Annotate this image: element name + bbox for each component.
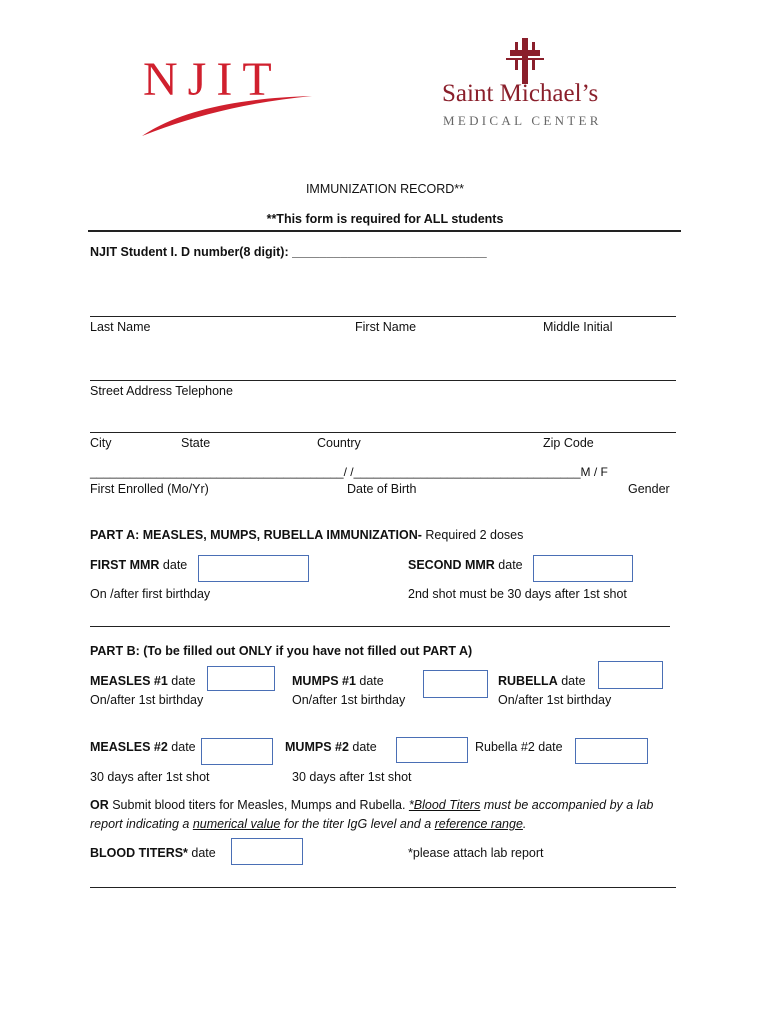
first-enrolled-label: First Enrolled (Mo/Yr) xyxy=(90,482,209,496)
mumps-1-label: MUMPS #1 date xyxy=(292,674,384,688)
rubella-2-label: Rubella #2 date xyxy=(475,740,563,754)
zip-code-label: Zip Code xyxy=(543,436,594,450)
mumps-2-date-input[interactable] xyxy=(396,737,468,763)
second-mmr-label: SECOND MMR date xyxy=(408,558,523,572)
divider xyxy=(88,230,681,232)
measles-1-date-input[interactable] xyxy=(207,666,275,691)
attach-lab-report-note: *please attach lab report xyxy=(408,846,544,860)
measles-1-label: MEASLES #1 date xyxy=(90,674,196,688)
last-name-label: Last Name xyxy=(90,320,151,334)
form-subtitle: **This form is required for ALL students xyxy=(266,212,504,226)
rubella-1-note: On/after 1st birthday xyxy=(498,693,612,707)
address-line[interactable] xyxy=(90,380,676,381)
state-label: State xyxy=(181,436,211,450)
name-line[interactable] xyxy=(90,316,676,317)
street-address-label: Street Address Telephone xyxy=(90,384,233,398)
measles-2-date-input[interactable] xyxy=(201,738,273,765)
measles-2-label: MEASLES #2 date xyxy=(90,740,196,754)
titers-instructions-line-2: report indicating a numerical value for the titer IgG level and a reference range. xyxy=(90,817,527,831)
date-of-birth-label: Date of Birth xyxy=(347,482,417,496)
part-b-heading: PART B: (To be filled out ONLY if you have not filled out PART A) xyxy=(90,644,473,658)
blood-titers-label: BLOOD TITERS* date xyxy=(90,846,216,860)
divider xyxy=(90,887,676,888)
middle-initial-label: Middle Initial xyxy=(543,320,613,334)
country-label: Country xyxy=(317,436,361,450)
second-mmr-date-input[interactable] xyxy=(533,555,633,582)
titers-instructions-line-1: OR Submit blood titers for Measles, Mumps and Rubella. *Blood Titers must be accompanied by a lab xyxy=(90,798,654,812)
rubella-1-label: RUBELLA date xyxy=(498,674,586,688)
mumps-1-note: On/after 1st birthday xyxy=(292,693,406,707)
mumps-2-label: MUMPS #2 date xyxy=(285,740,377,754)
medical-center-text: MEDICAL CENTER xyxy=(443,113,602,128)
part-a-heading: PART A: MEASLES, MUMPS, RUBELLA IMMUNIZATION- Required 2 doses xyxy=(90,528,524,542)
mumps-2-note: 30 days after 1st shot xyxy=(292,770,412,784)
rubella-2-date-input[interactable] xyxy=(575,738,648,764)
student-id-blank: ____________________________ xyxy=(292,245,487,259)
rubella-1-date-input[interactable] xyxy=(598,661,663,689)
second-mmr-note: 2nd shot must be 30 days after 1st shot xyxy=(408,587,627,601)
city-label: City xyxy=(90,436,112,450)
blood-titers-date-input[interactable] xyxy=(231,838,303,865)
divider xyxy=(90,626,670,627)
njit-swoosh-icon xyxy=(140,90,315,140)
city-line[interactable] xyxy=(90,432,676,433)
cross-emblem-icon xyxy=(506,38,544,84)
student-id-label: NJIT Student I. D number(8 digit): xyxy=(90,245,293,259)
gender-label: Gender xyxy=(628,482,670,496)
measles-2-note: 30 days after 1st shot xyxy=(90,770,210,784)
first-mmr-note: On /after first birthday xyxy=(90,587,211,601)
first-name-label: First Name xyxy=(355,320,417,334)
form-title: IMMUNIZATION RECORD** xyxy=(305,182,465,196)
measles-1-note: On/after 1st birthday xyxy=(90,693,204,707)
student-id-field[interactable] xyxy=(90,245,487,259)
first-mmr-date-input[interactable] xyxy=(198,555,309,582)
first-mmr-label: FIRST MMR date xyxy=(90,558,188,572)
enroll-dob-gender-line[interactable]: ______________________________________/ /__________________________________M / F xyxy=(90,465,608,479)
mumps-1-date-input[interactable] xyxy=(423,670,488,698)
njit-logo-text: NJIT xyxy=(143,53,282,106)
saint-michaels-name: Saint Michael’s xyxy=(442,80,599,107)
